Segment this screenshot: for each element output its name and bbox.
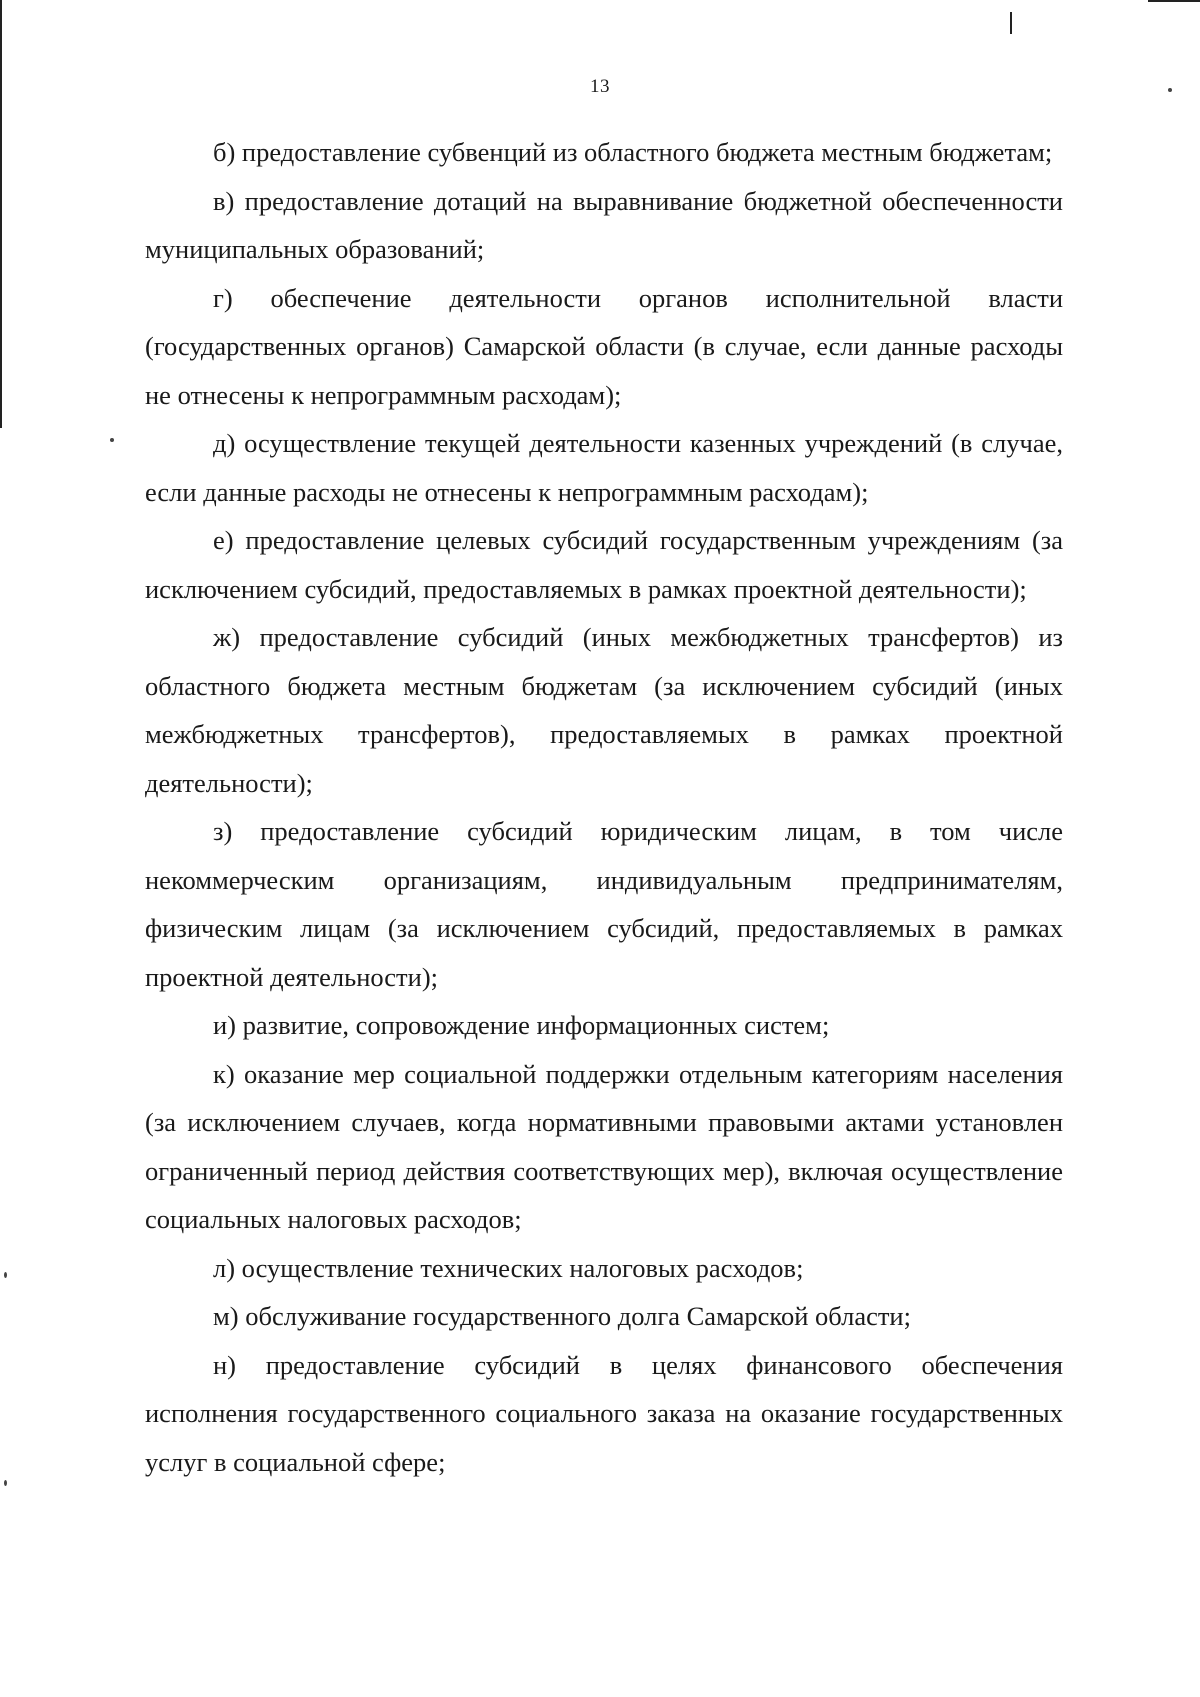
list-item-n: н) предоставление субсидий в целях финансового обеспечения исполнения государственного социального заказа на оказание государственных услуг в социальной сфере; xyxy=(145,1349,1063,1477)
scan-edge-mark xyxy=(1148,0,1200,2)
scan-edge-mark xyxy=(0,0,2,428)
scan-speck xyxy=(4,1272,7,1278)
list-item-v: в) предоставление дотаций на выравнивание бюджетной обеспеченности муниципальных образований; xyxy=(145,185,1063,264)
list-item-m: м) обслуживание государственного долга Самарской области; xyxy=(213,1301,911,1331)
list-item-zh: ж) предоставление субсидий (иных межбюджетных трансфертов) из областного бюджета местным бюджетам (за исключением субсидий (иных межбюджетных трансфертов), предоставляемых в рамках проектной деятельности); xyxy=(145,622,1063,798)
page-number: 13 xyxy=(590,76,610,97)
scan-speck xyxy=(4,1480,7,1486)
list-item-g: г) обеспечение деятельности органов исполнительной власти (государственных органов) Самарской области (в случае, если данные расходы не отнесены к непрограммным расходам); xyxy=(145,282,1063,410)
scan-speck xyxy=(110,438,114,442)
list-item-i: и) развитие, сопровождение информационных систем; xyxy=(213,1010,830,1040)
list-item-k: к) оказание мер социальной поддержки отдельным категориям населения (за исключением случаев, когда нормативными правовыми актами установлен ограниченный период действия соответствующих мер), включая осуществление социальных налоговых расходов; xyxy=(145,1058,1063,1234)
list-item-l: л) осуществление технических налоговых расходов; xyxy=(213,1252,804,1283)
document-body xyxy=(145,128,1063,1486)
list-item-e: е) предоставление целевых субсидий государственным учреждениям (за исключением субсидий, предоставляемых в рамках проектной деятельности); xyxy=(145,525,1063,604)
scan-edge-mark xyxy=(1010,12,1012,34)
list-item-z: з) предоставление субсидий юридическим лицам, в том числе некоммерческим организациям, индивидуальным предпринимателям, физическим лицам (за исключением субсидий, предоставляемых в рамках проектной деятельности); xyxy=(145,816,1063,992)
list-item-b: б) предоставление субвенций из областного бюджета местным бюджетам; xyxy=(213,137,1053,167)
list-item-d: д) осуществление текущей деятельности казенных учреждений (в случае, если данные расходы не отнесены к непрограммным расходам); xyxy=(145,428,1063,507)
